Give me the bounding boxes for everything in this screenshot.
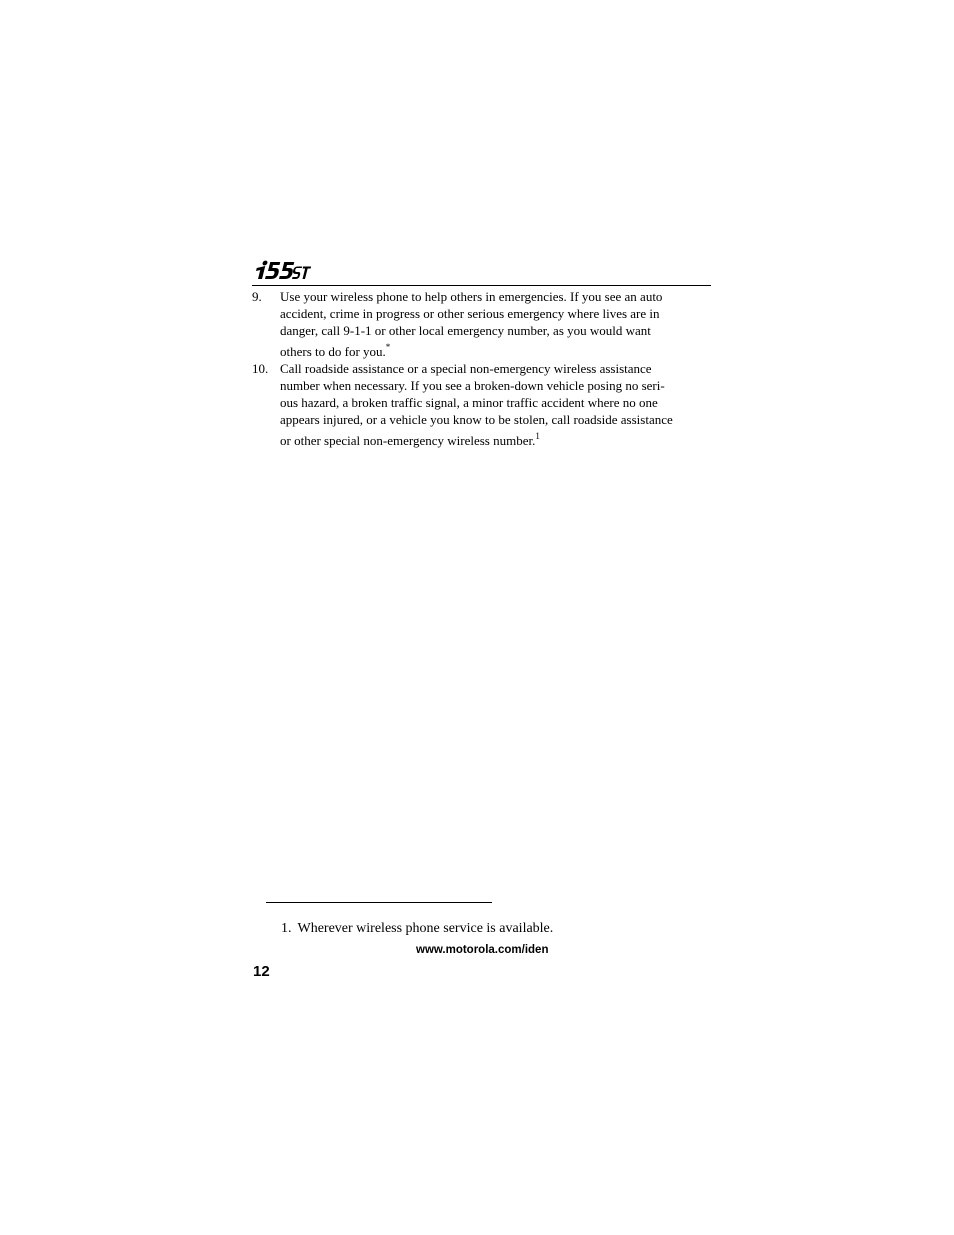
footnote-rule: [266, 902, 492, 903]
list-item: [252, 360, 711, 449]
list-item-line: accident, crime in progress or other serious emergency where lives are in: [280, 306, 660, 321]
footnote-marker: *: [385, 342, 391, 352]
list-item-text: [280, 360, 705, 449]
footnote-number: 1.: [281, 921, 292, 936]
header-rule: [252, 285, 711, 286]
list-item-line: [280, 343, 705, 360]
list-item: [252, 288, 711, 360]
list-item-line: number when necessary. If you see a broken-down vehicle posing no seri-: [280, 378, 665, 393]
list-item-number: 9.: [252, 289, 262, 304]
page-number: 12: [253, 963, 270, 980]
list-item-line-text: or other special non-emergency wireless number.: [280, 433, 536, 448]
list-item-line: ous hazard, a broken traffic signal, a minor traffic accident where no one: [280, 395, 658, 410]
footer-url: www.motorola.com/iden: [416, 944, 549, 956]
footnote: [281, 920, 553, 938]
list-item-number: 10.: [252, 361, 269, 376]
list-item-text: [280, 288, 705, 360]
footnote-text: Wherever wireless phone service is available.: [297, 921, 554, 936]
list-item-line: appears injured, or a vehicle you know to be stolen, call roadside assistance: [280, 412, 673, 427]
list-item-line: Call roadside assistance or a special non-emergency wireless assistance: [280, 361, 652, 376]
list-item-line: Use your wireless phone to help others in emergencies. If you see an auto: [280, 289, 663, 304]
footnote-marker: 1: [535, 431, 540, 441]
list-item-line-text: others to do for you.: [280, 344, 386, 359]
i55sr-logo-icon: [256, 259, 316, 283]
list-item-line: danger, call 9-1-1 or other local emergency number, as you would want: [280, 323, 651, 338]
list-item-line: [280, 432, 705, 449]
